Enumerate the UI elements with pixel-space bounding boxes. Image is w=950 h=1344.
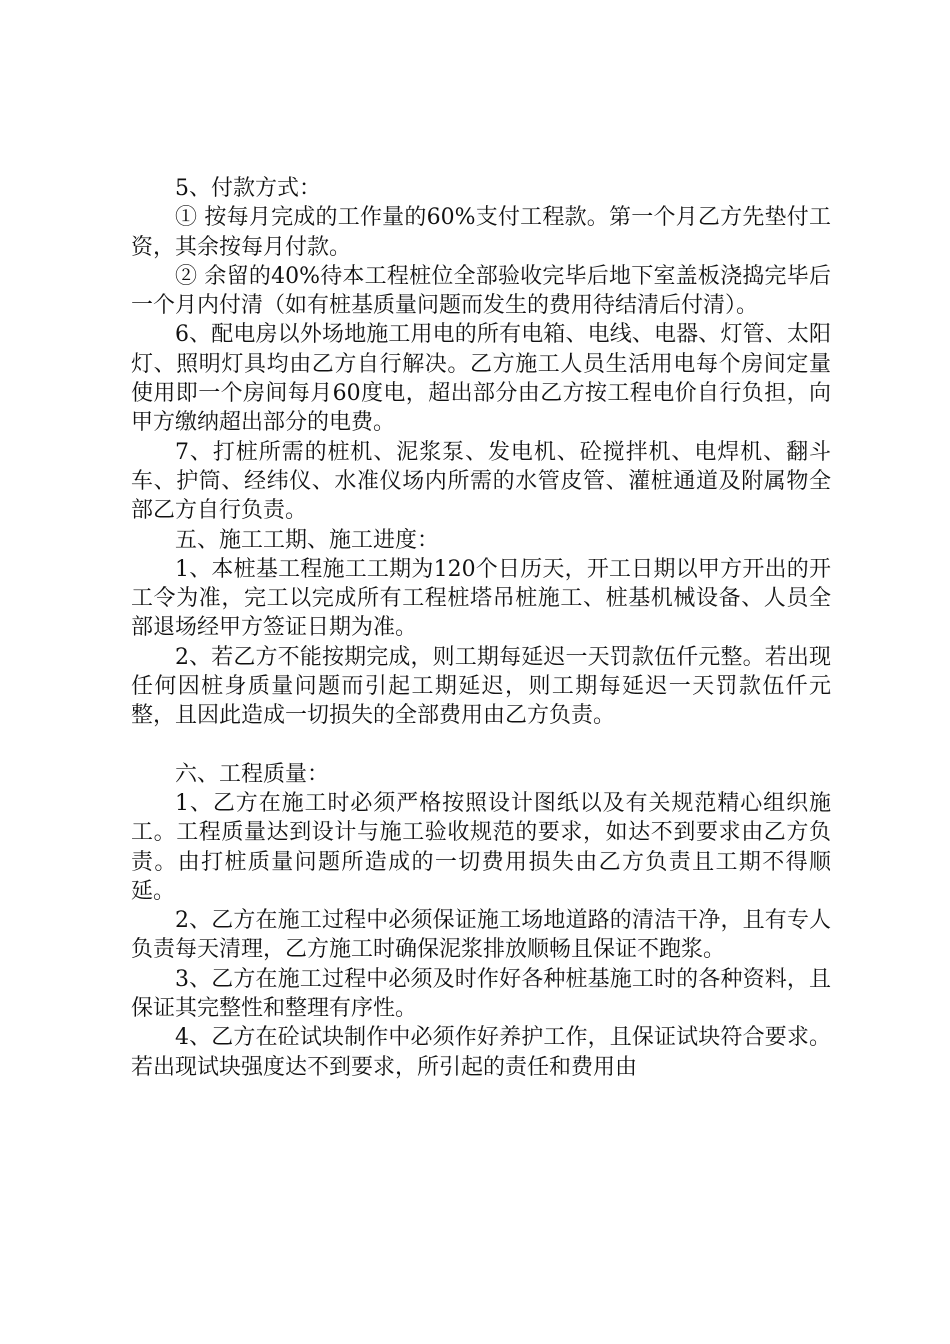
paragraph-quality-2: 2、乙方在施工过程中必须保证施工场地道路的清洁干净，且有专人负责每天清理，乙方施工时确保泥浆排放顺畅且保证不跑浆。: [131, 908, 831, 963]
paragraph-gap: [131, 731, 831, 760]
paragraph-schedule-1: 1、本桩基工程施工工期为120个日历天，开工日期以甲方开出的开工令为准，完工以完成所有工程桩塔吊桩施工、桩基机械设备、人员全部退场经甲方签证日期为准。: [131, 556, 831, 641]
paragraph-quality-3: 3、乙方在施工过程中必须及时作好各种桩基施工时的各种资料，且保证其完整性和整理有序性。: [131, 966, 831, 1022]
document-body: [131, 174, 831, 1082]
section-heading-schedule: 五、施工工期、施工进度：: [175, 527, 440, 553]
paragraph-schedule-2: 2、若乙方不能按期完成，则工期每延迟一天罚款伍仟元整。若出现任何因桩身质量问题而引起工期延迟，则工期每延迟一天罚款伍仟元整，且因此造成一切损失的全部费用由乙方负责。: [131, 644, 831, 729]
paragraph-equipment: 7、打桩所需的桩机、泥浆泵、发电机、砼搅拌机、电焊机、翻斗车、护筒、经纬仪、水准仪场内所需的水管皮管、灌桩通道及附属物全部乙方自行负责。: [131, 439, 831, 524]
paragraph-payment-1: ① 按每月完成的工作量的60%支付工程款。第一个月乙方先垫付工资，其余按每月付款。: [131, 205, 831, 260]
paragraph-payment-method: 5、付款方式：: [175, 176, 321, 201]
paragraph-quality-1: 1、乙方在施工时必须严格按照设计图纸以及有关规范精心组织施工。工程质量达到设计与施工验收规范的要求，如达不到要求由乙方负责。由打桩质量问题所造成的一切费用损失由乙方负责且工期不得顺延。: [131, 790, 831, 904]
paragraph-quality-4: 4、乙方在砼试块制作中必须作好养护工作，且保证试块符合要求。若出现试块强度达不到要求，所引起的责任和费用由: [131, 1025, 831, 1080]
paragraph-electricity: 6、配电房以外场地施工用电的所有电箱、电线、电器、灯管、太阳灯、照明灯具均由乙方自行解决。乙方施工人员生活用电每个房间定量使用即一个房间每月60度电，超出部分由乙方按工程电价自行负担，向甲方缴纳超出部分的电费。: [131, 322, 831, 436]
section-heading-quality: 六、工程质量：: [175, 761, 330, 787]
paragraph-payment-2: ② 余留的40%待本工程桩位全部验收完毕后地下室盖板浇捣完毕后一个月内付清（如有桩基质量问题而发生的费用待结清后付清）。: [131, 263, 831, 319]
